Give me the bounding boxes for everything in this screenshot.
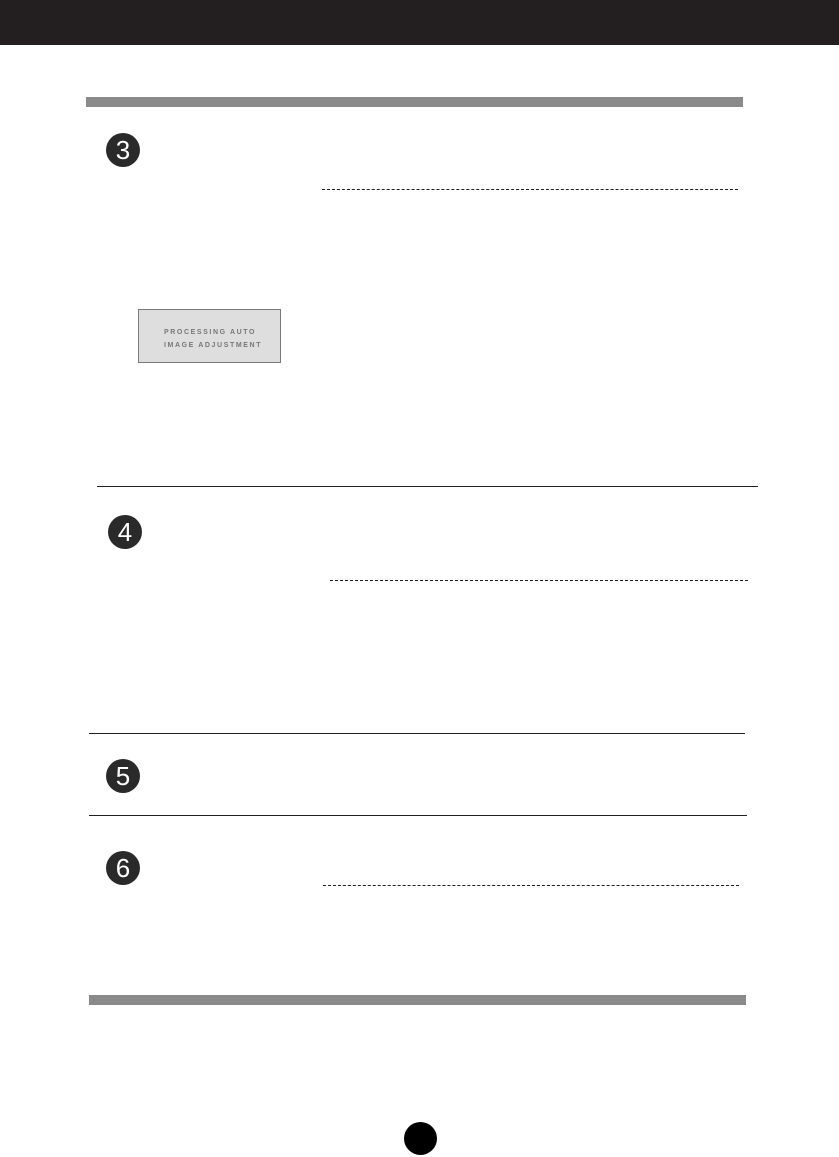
osd-message-box xyxy=(138,309,281,363)
step-6-badge: 6 xyxy=(106,851,140,885)
step-3-dotted-leader xyxy=(322,189,738,190)
osd-message-line-2: IMAGE ADJUSTMENT xyxy=(164,342,263,349)
divider-step-5-6 xyxy=(89,815,747,816)
divider-step-4-5 xyxy=(89,733,745,734)
step-4-dotted-leader xyxy=(330,580,748,581)
page-header-banner xyxy=(0,0,839,45)
section-bottom-rule xyxy=(89,995,746,1005)
step-6-dotted-leader xyxy=(323,885,739,886)
osd-message-line-1: PROCESSING AUTO xyxy=(164,329,257,336)
step-3-badge: 3 xyxy=(106,133,140,167)
divider-step-3-4 xyxy=(97,486,758,487)
page-number-dot xyxy=(404,1122,437,1155)
step-4-badge: 4 xyxy=(108,515,142,549)
step-5-badge: 5 xyxy=(106,759,140,793)
section-top-rule xyxy=(86,97,743,107)
